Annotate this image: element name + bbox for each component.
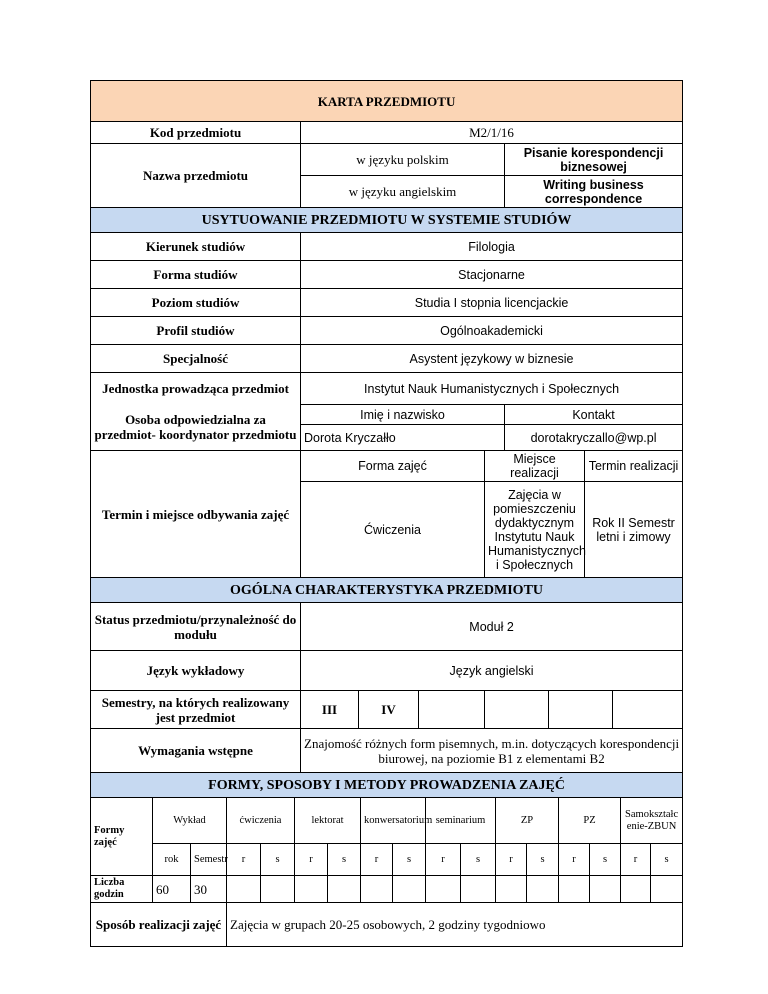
type-seminarium: seminarium — [426, 798, 496, 844]
kontakt-value: dorotakryczallo@wp.pl — [505, 425, 683, 451]
liczba-rok-value: 60 — [153, 876, 191, 903]
sub-s: s — [461, 844, 496, 876]
semestr-cell — [613, 691, 683, 729]
liczba-cell — [261, 876, 295, 903]
forma-zajec-value: Ćwiczenia — [301, 482, 485, 578]
type-samoksztalcenie: Samokształcenie-ZBUN — [621, 798, 683, 844]
liczba-semestr-value: 30 — [191, 876, 227, 903]
forma-label: Forma studiów — [91, 261, 301, 289]
card-title: KARTA PRZEDMIOTU — [91, 81, 683, 122]
miejsce-label: Miejsce realizacji — [485, 451, 585, 482]
osoba-label: Osoba odpowiedzialna za przedmiot- koordynator przedmiotu — [91, 405, 301, 451]
sub-r: r — [559, 844, 590, 876]
code-label: Kod przedmiotu — [91, 122, 301, 144]
profil-value: Ogólnoakademicki — [301, 317, 683, 345]
semestr-cell — [485, 691, 549, 729]
miejsce-value: Zajęcia w pomieszczeniu dydaktycznym Instytutu Nauk Humanistycznych i Społecznych — [485, 482, 585, 578]
forms-table — [90, 773, 683, 947]
imie-label: Imię i nazwisko — [301, 405, 505, 425]
sub-s: s — [527, 844, 559, 876]
liczba-cell — [651, 876, 683, 903]
liczba-cell — [590, 876, 621, 903]
liczba-cell — [461, 876, 496, 903]
profil-label: Profil studiów — [91, 317, 301, 345]
name-en-value: Writing business correspondence — [505, 176, 683, 208]
type-wyklad: Wykład — [153, 798, 227, 844]
sposob-label: Sposób realizacji zajęć — [91, 903, 227, 947]
liczba-cell — [527, 876, 559, 903]
liczba-cell — [559, 876, 590, 903]
sub-s: s — [590, 844, 621, 876]
termin-label: Termin i miejsce odbywania zajęć — [91, 451, 301, 578]
placement-header: USYTUOWANIE PRZEDMIOTU W SYSTEMIE STUDIÓW — [91, 208, 683, 233]
termin-realizacji-label: Termin realizacji — [585, 451, 683, 482]
semestr-cell — [549, 691, 613, 729]
sub-r: r — [227, 844, 261, 876]
semestr-cell — [419, 691, 485, 729]
sub-r: r — [361, 844, 393, 876]
wymagania-label: Wymagania wstępne — [91, 729, 301, 773]
sub-r: r — [295, 844, 328, 876]
course-card-table-top — [90, 80, 683, 578]
jednostka-value: Instytut Nauk Humanistycznych i Społecznych — [301, 373, 683, 405]
liczba-cell — [295, 876, 328, 903]
termin-realizacji-value: Rok II Semestr letni i zimowy — [585, 482, 683, 578]
liczba-label: Liczba godzin — [91, 876, 153, 903]
kierunek-label: Kierunek studiów — [91, 233, 301, 261]
specjalnosc-value: Asystent językowy w biznesie — [301, 345, 683, 373]
name-pl-label: w języku polskim — [301, 144, 505, 176]
sub-r: r — [496, 844, 527, 876]
type-pz: PZ — [559, 798, 621, 844]
semestr-cell: III — [301, 691, 359, 729]
liczba-cell — [393, 876, 426, 903]
name-en-label: w języku angielskim — [301, 176, 505, 208]
wymagania-value: Znajomość różnych form pisemnych, m.in. dotyczących korespondencji biurowej, na poziomie B1 z elementami B2 — [301, 729, 683, 773]
code-value: M2/1/16 — [301, 122, 683, 144]
type-zp: ZP — [496, 798, 559, 844]
status-label: Status przedmiotu/przynależność do modułu — [91, 603, 301, 651]
poziom-value: Studia I stopnia licencjackie — [301, 289, 683, 317]
liczba-cell — [361, 876, 393, 903]
liczba-cell — [426, 876, 461, 903]
imie-value: Dorota Kryczałło — [301, 425, 505, 451]
sposob-value: Zajęcia w grupach 20-25 osobowych, 2 godziny tygodniowo — [227, 903, 683, 947]
liczba-cell — [496, 876, 527, 903]
course-card — [90, 80, 682, 947]
jednostka-label: Jednostka prowadząca przedmiot — [91, 373, 301, 405]
type-cwiczenia: ćwiczenia — [227, 798, 295, 844]
jezyk-value: Język angielski — [301, 651, 683, 691]
semestry-label: Semestry, na których realizowany jest przedmiot — [91, 691, 301, 729]
sub-s: s — [328, 844, 361, 876]
liczba-cell — [621, 876, 651, 903]
name-pl-value: Pisanie korespondencji biznesowej — [505, 144, 683, 176]
semestr-cell: IV — [359, 691, 419, 729]
sub-s: s — [393, 844, 426, 876]
sub-semestr: Semestr — [191, 844, 227, 876]
type-konwersatorium: konwersatorium — [361, 798, 426, 844]
sub-s: s — [651, 844, 683, 876]
liczba-cell — [328, 876, 361, 903]
sub-r: r — [621, 844, 651, 876]
sub-s: s — [261, 844, 295, 876]
specjalnosc-label: Specjalność — [91, 345, 301, 373]
forma-zajec-label: Forma zajęć — [301, 451, 485, 482]
sub-rok: rok — [153, 844, 191, 876]
poziom-label: Poziom studiów — [91, 289, 301, 317]
general-table — [90, 578, 683, 773]
forma-value: Stacjonarne — [301, 261, 683, 289]
type-lektorat: lektorat — [295, 798, 361, 844]
formy-label: Formy zajęć — [91, 798, 153, 876]
kierunek-value: Filologia — [301, 233, 683, 261]
general-header: OGÓLNA CHARAKTERYSTYKA PRZEDMIOTU — [91, 578, 683, 603]
kontakt-label: Kontakt — [505, 405, 683, 425]
jezyk-label: Język wykładowy — [91, 651, 301, 691]
sub-r: r — [426, 844, 461, 876]
status-value: Moduł 2 — [301, 603, 683, 651]
liczba-cell — [227, 876, 261, 903]
name-label: Nazwa przedmiotu — [91, 144, 301, 208]
forms-header: FORMY, SPOSOBY I METODY PROWADZENIA ZAJĘĆ — [91, 773, 683, 798]
